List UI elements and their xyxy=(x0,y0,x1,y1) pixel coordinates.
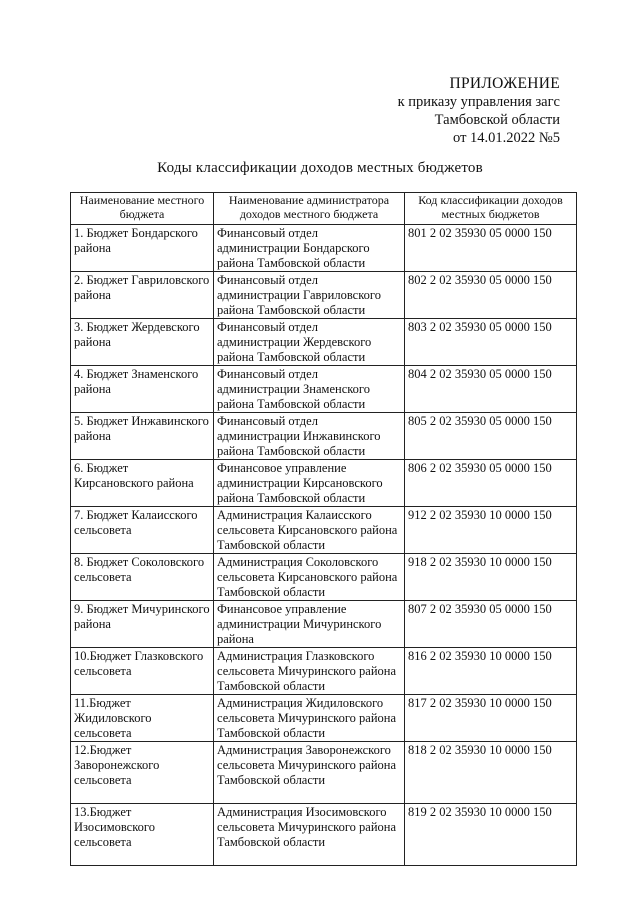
document-title: Коды классификации доходов местных бюджетов xyxy=(157,160,483,176)
table-row xyxy=(71,507,577,554)
code-cell: 807 2 02 35930 05 0000 150 xyxy=(405,601,577,648)
administrator-cell: Администрация Глазковского сельсовета Мичуринского района Тамбовской области xyxy=(214,648,405,695)
code-cell: 801 2 02 35930 05 0000 150 xyxy=(405,225,577,272)
code-cell: 816 2 02 35930 10 0000 150 xyxy=(405,648,577,695)
administrator-cell: Финансовый отдел администрации Бондарского района Тамбовской области xyxy=(214,225,405,272)
administrator-cell: Финансовый отдел администрации Знаменского района Тамбовской области xyxy=(214,366,405,413)
budget-name-cell: 10.Бюджет Глазковского сельсовета xyxy=(71,648,214,695)
appendix-line-date: от 14.01.2022 №5 xyxy=(453,130,560,146)
code-cell: 804 2 02 35930 05 0000 150 xyxy=(405,366,577,413)
table-row xyxy=(71,225,577,272)
code-cell: 818 2 02 35930 10 0000 150 xyxy=(405,742,577,804)
appendix-title: ПРИЛОЖЕНИЕ xyxy=(449,75,560,92)
code-cell: 805 2 02 35930 05 0000 150 xyxy=(405,413,577,460)
table-row xyxy=(71,601,577,648)
table-row xyxy=(71,319,577,366)
administrator-cell: Финансовый отдел администрации Инжавинского района Тамбовской области xyxy=(214,413,405,460)
code-cell: 912 2 02 35930 10 0000 150 xyxy=(405,507,577,554)
administrator-cell: Финансовое управление администрации Кирсановского района Тамбовской области xyxy=(214,460,405,507)
appendix-header xyxy=(398,75,560,147)
table-row xyxy=(71,804,577,866)
appendix-line-order: к приказу управления загс xyxy=(397,94,560,110)
budget-name-cell: 8. Бюджет Соколовского сельсовета xyxy=(71,554,214,601)
budget-name-cell: 13.Бюджет Изосимовского сельсовета xyxy=(71,804,214,866)
budget-name-cell: 12.Бюджет Заворонежского сельсовета xyxy=(71,742,214,804)
administrator-cell: Финансовый отдел администрации Жердевского района Тамбовской области xyxy=(214,319,405,366)
budget-name-cell: 9. Бюджет Мичуринского района xyxy=(71,601,214,648)
table-row xyxy=(71,460,577,507)
header-administrator-name: Наименование администратора доходов местного бюджета xyxy=(214,193,405,225)
table-row xyxy=(71,554,577,601)
header-budget-name: Наименование местного бюджета xyxy=(71,193,214,225)
table-row xyxy=(71,366,577,413)
table-row xyxy=(71,272,577,319)
administrator-cell: Финансовое управление администрации Мичуринского района xyxy=(214,601,405,648)
code-cell: 803 2 02 35930 05 0000 150 xyxy=(405,319,577,366)
code-cell: 817 2 02 35930 10 0000 150 xyxy=(405,695,577,742)
code-cell: 802 2 02 35930 05 0000 150 xyxy=(405,272,577,319)
table-header-row xyxy=(71,193,577,225)
administrator-cell: Администрация Заворонежского сельсовета Мичуринского района Тамбовской области xyxy=(214,742,405,804)
budget-name-cell: 5. Бюджет Инжавинского района xyxy=(71,413,214,460)
appendix-line-region: Тамбовской области xyxy=(434,112,560,128)
budget-name-cell: 1. Бюджет Бондарского района xyxy=(71,225,214,272)
budget-name-cell: 7. Бюджет Калаисского сельсовета xyxy=(71,507,214,554)
classification-codes-table xyxy=(70,192,577,866)
administrator-cell: Администрация Изосимовского сельсовета Мичуринского района Тамбовской области xyxy=(214,804,405,866)
code-cell: 806 2 02 35930 05 0000 150 xyxy=(405,460,577,507)
budget-name-cell: 11.Бюджет Жидиловского сельсовета xyxy=(71,695,214,742)
header-classification-code: Код классификации доходов местных бюджетов xyxy=(405,193,577,225)
code-cell: 819 2 02 35930 10 0000 150 xyxy=(405,804,577,866)
budget-name-cell: 3. Бюджет Жердевского района xyxy=(71,319,214,366)
administrator-cell: Администрация Жидиловского сельсовета Мичуринского района Тамбовской области xyxy=(214,695,405,742)
budget-name-cell: 4. Бюджет Знаменского района xyxy=(71,366,214,413)
administrator-cell: Администрация Калаисского сельсовета Кирсановского района Тамбовской области xyxy=(214,507,405,554)
administrator-cell: Администрация Соколовского сельсовета Кирсановского района Тамбовской области xyxy=(214,554,405,601)
table-row xyxy=(71,413,577,460)
code-cell: 918 2 02 35930 10 0000 150 xyxy=(405,554,577,601)
budget-name-cell: 2. Бюджет Гавриловского района xyxy=(71,272,214,319)
table-row xyxy=(71,648,577,695)
table-row xyxy=(71,695,577,742)
budget-name-cell: 6. Бюджет Кирсановского района xyxy=(71,460,214,507)
table-row xyxy=(71,742,577,804)
administrator-cell: Финансовый отдел администрации Гавриловского района Тамбовской области xyxy=(214,272,405,319)
